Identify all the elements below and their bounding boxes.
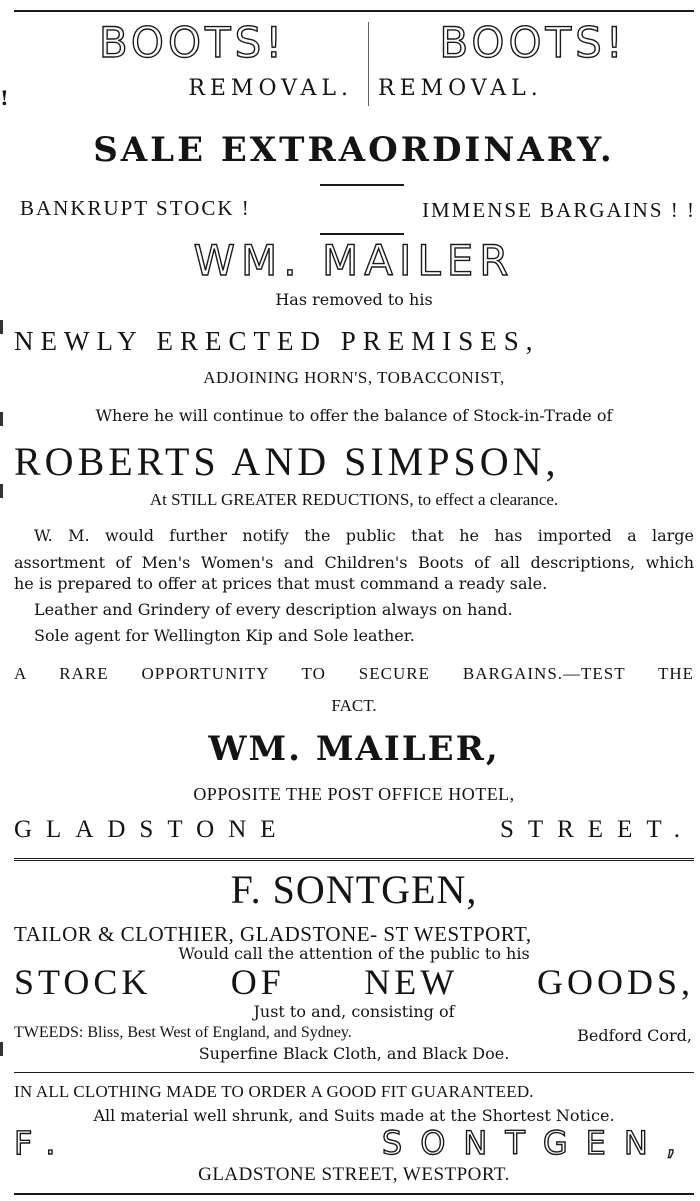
tweeds-line: TWEEDS: Bliss, Best West of England, and Sydney. <box>14 1024 352 1041</box>
advertisement-divider <box>14 858 694 861</box>
removal-right: REMOVAL. <box>378 76 543 101</box>
section-rule <box>14 1072 694 1073</box>
short-rule <box>320 233 404 235</box>
short-rule <box>320 184 404 186</box>
rare-opportunity-line-2: FACT. <box>331 696 377 715</box>
where-continue-text: Where he will continue to offer the balance of Stock-in-Trade of <box>95 406 613 425</box>
adjoining-horns: ADJOINING HORN'S, TOBACCONIST, <box>203 368 505 387</box>
margin-exclamation: ! <box>0 86 9 110</box>
leather-grindery: Leather and Grindery of every description always on hand. <box>34 600 513 619</box>
notify-paragraph-line-2: assortment of Men's Women's and Children's Boots of all descriptions, which <box>14 553 694 572</box>
has-removed-text: Has removed to his <box>275 290 433 309</box>
margin-mark <box>0 1042 3 1056</box>
opposite-post-office: OPPOSITE THE POST OFFICE HOTEL, <box>193 784 515 804</box>
sale-extraordinary-heading: SALE EXTRAORDINARY. <box>93 130 615 170</box>
notify-paragraph-line-1: W. M. would further notify the public that he has imported a large <box>34 526 694 545</box>
would-call-attention: Would call the attention of the public to his <box>178 944 530 963</box>
material-shrunk: All material well shrunk, and Suits made at the Shortest Notice. <box>93 1106 615 1125</box>
margin-mark <box>0 320 3 334</box>
sontgen-name-heading: F. SONTGEN, <box>230 867 478 912</box>
roberts-and-simpson: ROBERTS AND SIMPSON, <box>14 439 560 484</box>
gladstone-street: GLADSTONE STREET. <box>14 816 694 843</box>
immense-bargains: IMMENSE BARGAINS ! ! <box>422 198 696 222</box>
removal-left: REMOVAL. <box>188 76 353 101</box>
mailer-name-footer: WM. MAILER, <box>208 729 500 769</box>
bedford-cord: Bedford Cord, <box>577 1026 692 1045</box>
sontgen-name-footer: F. SONTGEN, <box>14 1124 694 1162</box>
rare-opportunity-line-1: A RARE OPPORTUNITY TO SECURE BARGAINS.—TEST THE <box>14 664 694 683</box>
sole-agent: Sole agent for Wellington Kip and Sole leather. <box>34 626 415 645</box>
margin-mark <box>0 412 3 426</box>
greater-reductions: At STILL GREATER REDUCTIONS, to effect a clearance. <box>149 490 559 509</box>
margin-mark <box>0 484 3 498</box>
stock-of-new-goods: STOCK OF NEW GOODS, <box>14 962 694 1002</box>
bottom-border-rule <box>14 1193 694 1195</box>
column-divider <box>368 22 369 106</box>
top-border-rule <box>14 10 694 12</box>
superfine-cloth: Superfine Black Cloth, and Black Doe. <box>198 1044 510 1063</box>
boots-heading-right: BOOTS! <box>439 20 627 66</box>
tailor-clothier: TAILOR & CLOTHIER, GLADSTONE- ST WESTPORT, <box>14 922 532 946</box>
newly-erected-premises: NEWLY ERECTED PREMISES, <box>14 326 540 356</box>
bankrupt-stock: BANKRUPT STOCK ! <box>20 196 251 220</box>
notify-paragraph-line-3: he is prepared to offer at prices that must command a ready sale. <box>14 574 548 593</box>
westport-address: GLADSTONE STREET, WESTPORT. <box>198 1164 510 1185</box>
just-to-hand: Just to and, consisting of <box>253 1002 455 1021</box>
mailer-name-heading: WM. MAILER <box>193 236 515 285</box>
good-fit-guaranteed: IN ALL CLOTHING MADE TO ORDER A GOOD FIT GUARANTEED. <box>14 1082 534 1101</box>
boots-heading-left: BOOTS! <box>98 20 287 66</box>
